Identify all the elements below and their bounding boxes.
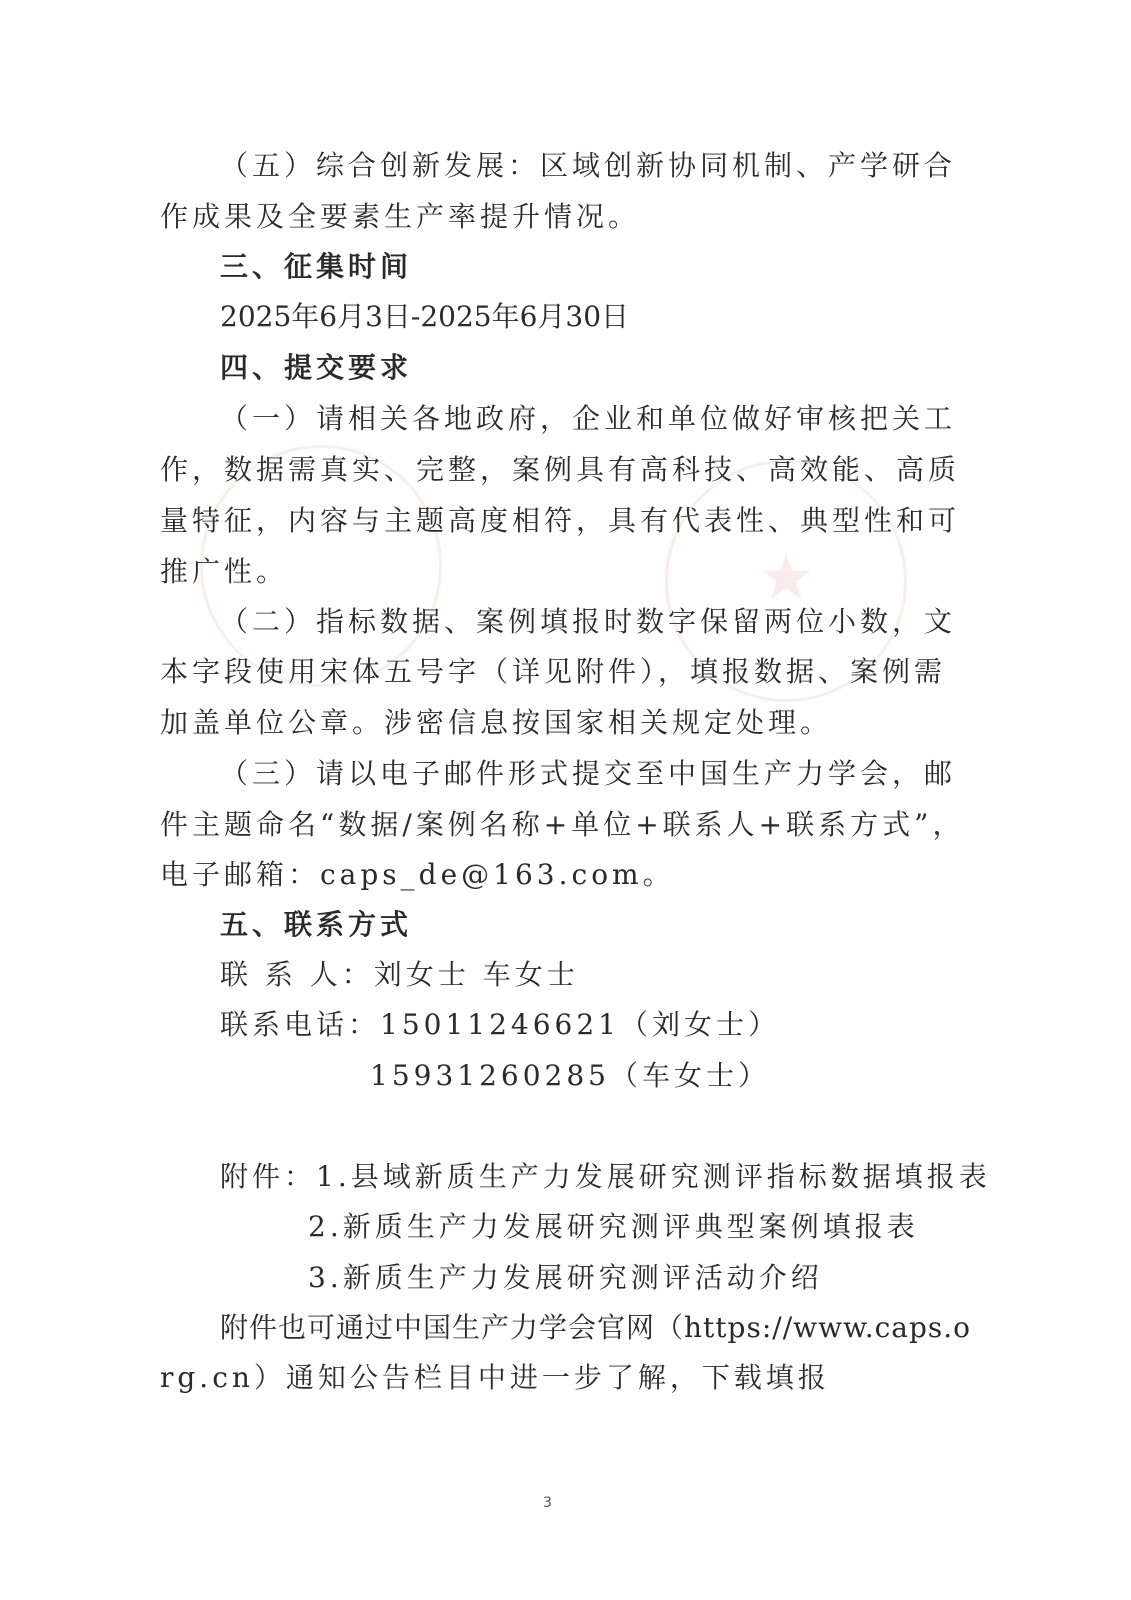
contact-phone-line2: 15931260285（车女士）	[370, 1059, 770, 1092]
section-five-heading: 五、联系方式	[220, 908, 413, 941]
requirement2-line3: 加盖单位公章。涉密信息按国家相关规定处理。	[160, 706, 833, 739]
requirement2-line2: 本字段使用宋体五号字（详见附件），填报数据、案例需	[160, 655, 947, 688]
section-four-heading: 四、提交要求	[220, 351, 413, 384]
attachment-note-line1: 附件也可通过中国生产力学会官网（https://www.caps.o	[220, 1311, 972, 1344]
section5-innovation-line2: 作成果及全要素生产率提升情况。	[160, 200, 641, 233]
requirement1-line4: 推广性。	[160, 555, 289, 588]
requirement1-line3: 量特征，内容与主题高度相符，具有代表性、典型性和可	[160, 504, 961, 537]
requirement2-line1: （二）指标数据、案例填报时数字保留两位小数，文	[220, 605, 957, 638]
attachment-item2: 2.新质生产力发展研究测评典型案例填报表	[308, 1210, 919, 1243]
attachment-item3: 3.新质生产力发展研究测评活动介绍	[308, 1261, 823, 1294]
collection-date-range: 2025年6月3日-2025年6月30日	[220, 300, 630, 333]
attachment-note-line2: rg.cn）通知公告栏目中进一步了解，下载填报	[160, 1361, 830, 1394]
contact-phone-line1: 联系电话：15011246621（刘女士）	[220, 1008, 780, 1041]
requirement1-line2: 作，数据需真实、完整，案例具有高科技、高效能、高质	[160, 453, 961, 486]
requirement3-line1: （三）请以电子邮件形式提交至中国生产力学会，邮	[220, 757, 957, 790]
star-icon: ★	[757, 541, 815, 615]
page-number: 3	[543, 1495, 552, 1511]
requirement3-email: 电子邮箱：caps_de@163.com。	[160, 858, 675, 891]
section5-innovation-line1: （五）综合创新发展：区域创新协同机制、产学研合	[220, 149, 957, 182]
attachment-item1: 附件：1.县域新质生产力发展研究测评指标数据填报表	[220, 1160, 991, 1193]
contact-persons: 联 系 人：刘女士 车女士	[220, 958, 579, 991]
section-three-heading: 三、征集时间	[220, 250, 413, 283]
requirement1-line1: （一）请相关各地政府，企业和单位做好审核把关工	[220, 402, 957, 435]
requirement3-line2: 件主题命名“数据/案例名称+单位+联系人+联系方式”，	[160, 808, 965, 841]
